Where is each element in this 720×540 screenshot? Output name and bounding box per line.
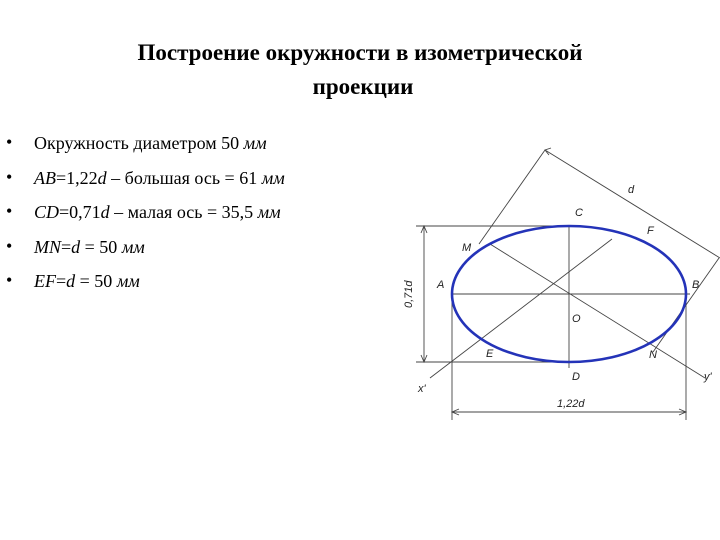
bullet-text-part: мм: [116, 271, 140, 291]
label-b: B: [692, 279, 700, 291]
bullet-marker: •: [6, 235, 13, 256]
bullet-text-part: MN: [34, 236, 61, 257]
bullet-text-part: – большая ось = 61: [106, 167, 262, 188]
label-a: A: [437, 279, 445, 291]
title-line-2: проекции: [312, 74, 414, 99]
bullet-text-part: AB: [34, 167, 56, 188]
label-m: M: [462, 242, 472, 254]
bullet-text-part: d: [66, 271, 76, 291]
bullet-text-part: = 50: [75, 271, 117, 291]
label-f: F: [647, 225, 654, 237]
bullet-text-part: =0,71: [59, 202, 101, 222]
bullet-text-part: Окружность диаметром 50: [34, 133, 244, 153]
bullet-text-part: =: [56, 271, 67, 291]
bullet-marker: •: [6, 166, 13, 187]
d-dim-line: [545, 150, 720, 258]
label-d: D: [572, 371, 580, 383]
label-y-axis: y': [704, 371, 712, 383]
bullet-text-part: мм: [257, 202, 281, 222]
bullet-text-part: =: [61, 236, 72, 257]
label-c: C: [575, 207, 583, 219]
bullet-text-part: d: [97, 167, 107, 188]
label-e: E: [486, 348, 494, 360]
label-o: O: [572, 313, 581, 325]
bullet-marker: •: [6, 270, 13, 290]
bullet-text-part: мм: [261, 167, 285, 188]
bullet-text-part: CD: [34, 202, 60, 222]
construction-lines: [416, 148, 720, 420]
label-x-axis: x': [418, 383, 426, 395]
label-ab-dimension: 1,22d: [557, 398, 585, 410]
label-n: N: [649, 349, 657, 361]
point-labels: [403, 184, 713, 410]
bullet-text-part: d: [71, 236, 81, 257]
bullet-text-part: мм: [243, 133, 267, 153]
bullet-text-part: = 50: [80, 236, 122, 257]
bullet-text-part: – малая ось = 35,5: [109, 202, 258, 222]
label-cd-dimension: 0,71d: [403, 280, 415, 308]
bullet-text-part: d: [100, 202, 110, 222]
title-line-1: Построение окружности в изометрической: [137, 40, 583, 65]
bullet-marker: •: [6, 132, 13, 152]
bullet-text-part: мм: [121, 236, 145, 257]
bullet-marker: •: [6, 201, 13, 221]
label-d-dimension: d: [628, 184, 635, 196]
bullet-text-part: =1,22: [56, 167, 98, 188]
bullet-text-part: EF: [34, 271, 56, 291]
